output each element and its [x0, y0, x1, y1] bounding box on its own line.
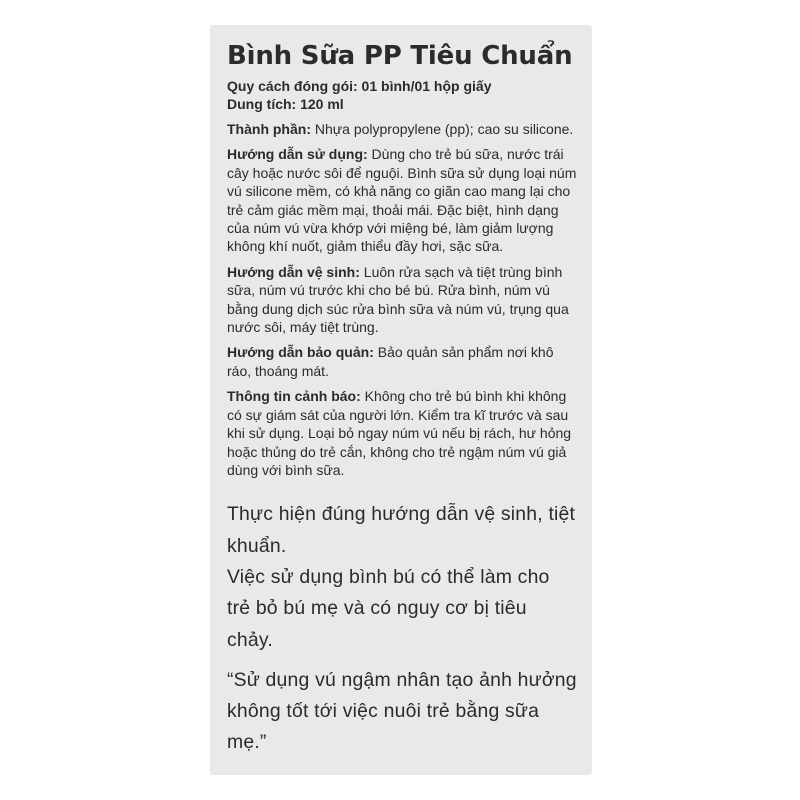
storage-section [227, 343, 578, 380]
section-heading: Hướng dẫn sử dụng: [227, 146, 368, 163]
section-text: Bảo quản sản phẩm nơi khô ráo, thoáng mát. [227, 344, 554, 379]
section-heading: Thành phần: [227, 121, 311, 137]
hygiene-notice: Thực hiện đúng hướng dẫn vệ sinh, tiệt khuẩn. [227, 503, 576, 557]
section-text: Luôn rửa sạch và tiệt trùng bình sữa, núm vú trước khi cho bé bú. Rửa bình, núm vú bằng dung dịch súc rửa bình sữa và núm vú, trụng qua nước sôi, máy tiệt trùng. [227, 263, 569, 336]
diarrhea-warning: Việc sử dụng bình bú có thể làm cho trẻ bỏ bú mẹ và có nguy cơ bị tiêu chảy. [227, 565, 550, 651]
packaging-spec: Quy cách đóng gói: 01 bình/01 hộp giấy [227, 78, 492, 94]
usage-section [227, 145, 578, 255]
product-label [210, 25, 592, 775]
section-text: Dùng cho trẻ bú sữa, nước trái cây hoặc nước sôi để nguội. Bình sữa sử dụng loại núm vú silicone mềm, có khả năng co giãn cao mang lại cho trẻ cảm giác mềm mại, thoải mái. Đặc biệt, hình dạng của núm vú vừa khớp với miệng bé, làm giảm lượng không khí nuốt, giảm thiểu đầy hơi, sặc sữa. [227, 146, 577, 255]
product-title: Bình Sữa PP Tiêu Chuẩn [227, 41, 573, 71]
warning-section [227, 387, 578, 479]
section-heading: Hướng dẫn vệ sinh: [227, 263, 360, 280]
cleaning-section [227, 263, 578, 337]
section-text: Nhựa polypropylene (pp); cao su silicone. [311, 121, 574, 137]
notice-block [227, 499, 578, 758]
section-heading: Thông tin cảnh báo: [227, 388, 361, 405]
capacity-spec: Dung tích: 120 ml [227, 96, 344, 112]
section-text: Không cho trẻ bú bình khi không có sự giám sát của người lớn. Kiểm tra kĩ trước và sau khi sử dụng. Loại bỏ ngay núm vú nếu bị rách, hư hỏng hoặc thủng do trẻ cắn, không cho trẻ ngậm núm vú giả dùng với bình sữa. [227, 388, 572, 478]
ingredients-section [227, 120, 578, 138]
section-heading: Hướng dẫn bảo quản: [227, 344, 374, 361]
breastfeeding-quote: “Sử dụng vú ngậm nhân tạo ảnh hưởng không tốt tới việc nuôi trẻ bằng sữa mẹ.” [227, 668, 577, 754]
